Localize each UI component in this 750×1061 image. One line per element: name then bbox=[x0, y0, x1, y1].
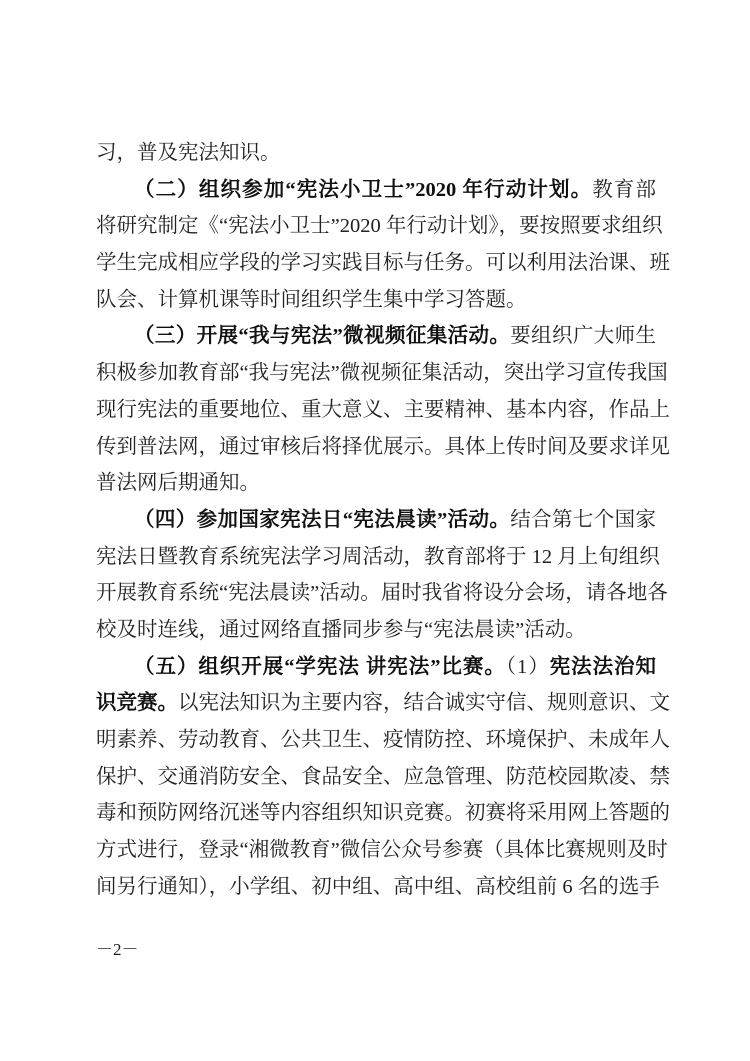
text-line bbox=[96, 832, 668, 869]
text-line bbox=[96, 429, 670, 466]
body-text-segment: 队会、计算机课等时间组织学生集中学习答题。 bbox=[96, 288, 527, 311]
page-number: －2－ bbox=[96, 940, 139, 959]
body-text-segment: 普法网后期通知。 bbox=[96, 472, 260, 495]
body-text-segment: 间另行通知），小学组、初中组、高中组、高校组前 6 名的选手 bbox=[96, 875, 660, 898]
text-line bbox=[96, 282, 656, 319]
text-line bbox=[96, 795, 670, 832]
text-line bbox=[96, 465, 656, 502]
body-text-segment: 方式进行，登录“湘微教育”微信公众号参赛（具体比赛规则及时 bbox=[96, 839, 668, 862]
paragraph-heading-line bbox=[96, 318, 656, 355]
body-text-segment: 以宪法知识为主要内容，结合诚实守信、规则意识、文 bbox=[178, 692, 670, 715]
body-text-segment: 学生完成相应学段的学习实践目标与任务。可以利用法治课、班 bbox=[96, 252, 670, 275]
text-line bbox=[96, 208, 663, 245]
text-line bbox=[96, 612, 656, 649]
bold-heading-text: （四）参加国家宪法日“宪法晨读”活动。 bbox=[134, 508, 511, 531]
body-text-segment: 将研究制定《“宪法小卫士”2020 年行动计划》，要按照要求组织 bbox=[96, 215, 663, 238]
bold-heading-text: （三）开展“我与宪法”微视频征集活动。 bbox=[134, 325, 511, 348]
body-text-segment: 保护、交通消防安全、食品安全、应急管理、防范校园欺凌、禁 bbox=[96, 765, 670, 788]
text-line bbox=[96, 355, 668, 392]
body-text-segment: 结合第七个国家 bbox=[510, 508, 656, 531]
text-line bbox=[96, 575, 668, 612]
text-line bbox=[96, 685, 670, 722]
paragraph-heading-line bbox=[96, 172, 656, 209]
body-text-segment: 习，普及宪法知识。 bbox=[96, 142, 281, 164]
text-line bbox=[96, 245, 670, 282]
body-text-segment: 传到普法网，通过审核后将择优展示。具体上传时间及要求详见 bbox=[96, 435, 670, 458]
body-text-segment: 毒和预防网络沉迷等内容组织知识竞赛。初赛将采用网上答题的 bbox=[96, 802, 670, 825]
text-line bbox=[96, 539, 660, 576]
bold-heading-text: （五）组织开展“学宪法 讲宪法”比赛。 bbox=[134, 655, 506, 678]
bold-heading-text: 识竞赛。 bbox=[96, 692, 178, 715]
body-text-segment: 开展教育系统“宪法晨读”活动。届时我省将设分会场，请各地各 bbox=[96, 582, 668, 605]
text-line bbox=[96, 759, 670, 796]
body-text-segment: 要组织广大师生 bbox=[510, 325, 656, 348]
body-text-segment: 校及时连线，通过网络直播同步参与“宪法晨读”活动。 bbox=[96, 618, 586, 641]
text-line bbox=[96, 722, 670, 759]
bold-heading-text: 宪法法治知 bbox=[549, 655, 657, 678]
body-text-segment: 明素养、劳动教育、公共卫生、疫情防控、环境保护、未成年人 bbox=[96, 729, 670, 751]
body-text-segment: 教育部 bbox=[592, 178, 657, 201]
body-text-segment: 现行宪法的重要地位、重大意义、主要精神、基本内容，作品上 bbox=[96, 398, 670, 421]
text-line bbox=[96, 869, 660, 906]
body-text-segment: 宪法日暨教育系统宪法学习周活动，教育部将于 12 月上旬组织 bbox=[96, 545, 660, 568]
body-text-segment: 积极参加教育部“我与宪法”微视频征集活动，突出学习宣传我国 bbox=[96, 362, 668, 385]
text-line bbox=[96, 392, 670, 429]
bold-heading-text: （二）组织参加“宪法小卫士”2020 年行动计划。 bbox=[134, 178, 593, 201]
text-line bbox=[96, 135, 656, 172]
body-text-segment: （1） bbox=[505, 655, 550, 678]
paragraph-heading-line bbox=[96, 649, 656, 686]
paragraph-heading-line bbox=[96, 502, 656, 539]
body-text bbox=[96, 135, 670, 905]
